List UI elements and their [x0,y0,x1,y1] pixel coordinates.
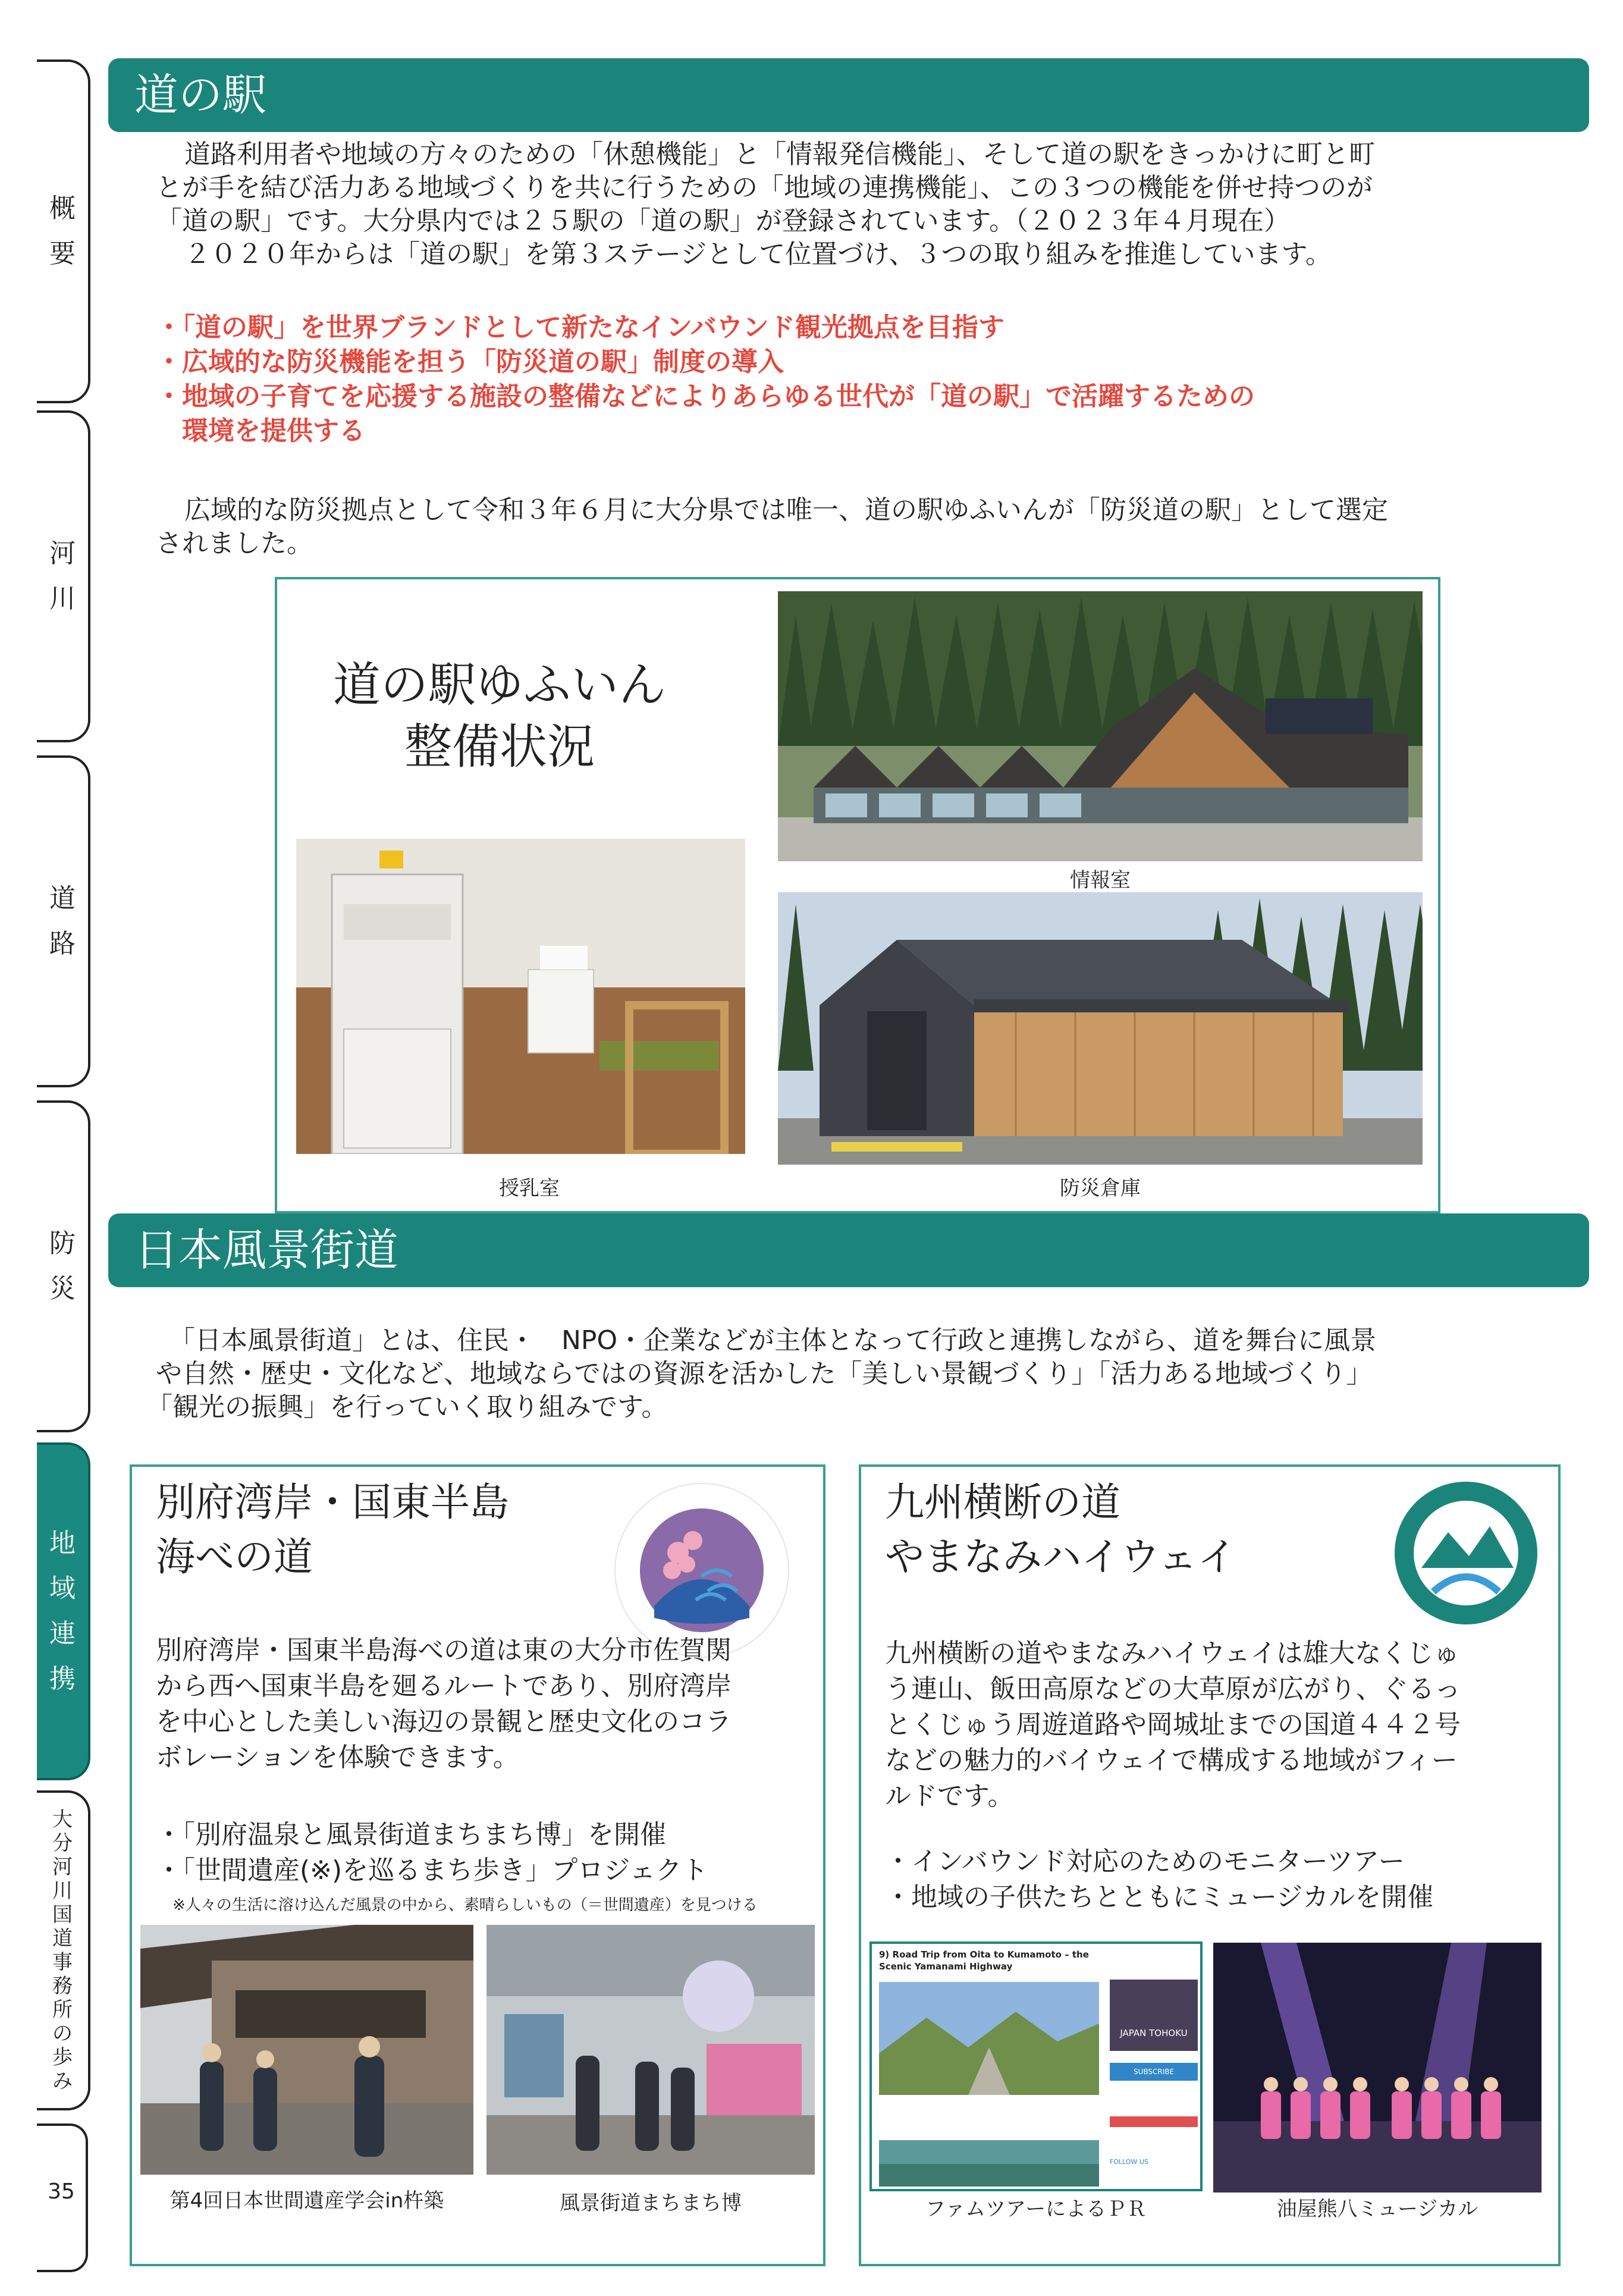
beppu-body-line: から西へ国東半島を廻るルートであり、別府湾岸 [156,1671,732,1701]
beppu-title [156,1475,509,1585]
musical-photo [1213,1943,1542,2193]
info-room-photo [778,591,1423,861]
page-number [37,2124,88,2272]
tab-char: 事 [52,1950,73,1974]
yamanami-body-line: とくじゅう周遊道路や岡城址までの国道４４２号 [885,1710,1461,1740]
tab-char: 連 [49,1619,76,1649]
tab-char: 国 [52,1903,73,1927]
scenic-intro-line: 「日本風景街道」とは、住民・ NPO・企業などが主体となって行政と連携しながら、道を舞台に風景 [169,1325,1377,1356]
caption-info-room: 情報室 [1070,868,1131,892]
section-header-michinoeki [108,58,1589,132]
beppu-body [156,1633,732,1776]
yamanami-body-line: などの魅力的バイウェイで構成する地域がフィー [885,1745,1458,1776]
side-tab-roads[interactable] [37,755,90,1087]
beppu-bullets [156,1817,708,1889]
tab-char: 分 [52,1831,73,1855]
tab-char: 防 [49,1228,76,1259]
caption-fam-tour: ファムツアーによるＰＲ [925,2197,1147,2221]
tab-char: 河 [52,1855,73,1879]
tab-char: 概 [49,193,76,224]
yamanami-title [885,1475,1236,1585]
tab-char: 川 [52,1879,73,1903]
side-tab-rivers[interactable] [37,410,90,742]
nursing-room-photo [296,839,745,1154]
intro-line: 道路利用者や地域の方々のための「休憩機能」と「情報発信機能」、そして道の駅をきっかけに町と町 [184,139,1375,170]
tab-char: 道 [49,883,76,914]
tab-char: 域 [49,1573,76,1604]
tab-char: 要 [49,239,76,269]
section-header-scenic-byway [108,1213,1589,1287]
yamanami-body-line: う連山、飯田高原などの大草原が広がり、ぐるっ [885,1674,1461,1704]
note-line: されました。 [156,528,313,559]
web-follow: FOLLOW US [1110,2158,1148,2166]
intro-line: ２０２０年からは「道の駅」を第３ステージとして位置づけ、３つの取り組みを推進しています。 [184,239,1332,269]
tab-char: 務 [52,1974,73,1998]
beppu-bullet: ・「世間遺産(※)を巡るまち歩き」プロジェクト [156,1855,708,1886]
scenic-intro-line: や自然・歴史・文化など、地域ならではの資源を活かした「美しい景観づくり」「活力ある地域づくり」 [156,1359,1373,1389]
beppu-body-line: 別府湾岸・国東半島海べの道は東の大分市佐賀関 [156,1635,732,1665]
yamanami-title-line1: 九州横断の道 [885,1479,1120,1525]
side-tab-overview[interactable] [37,59,90,403]
yamanami-body [885,1636,1461,1814]
tab-char: 歩 [52,2046,73,2069]
tab-char: 大 [52,1808,73,1831]
caption-warehouse: 防災倉庫 [1060,1177,1141,1200]
section-title: 道の駅 [134,70,266,121]
section-title: 日本風景街道 [134,1225,398,1276]
tab-char: 路 [49,929,76,959]
tab-char: 川 [49,584,76,614]
policy-bullet: ・広域的な防災機能を担う「防災道の駅」制度の導入 [156,347,784,377]
yamanami-body-line: 九州横断の道やまなみハイウェイは雄大なくじゅ [885,1638,1460,1668]
beppu-footnote: ※人々の生活に溶け込んだ風景の中から、素晴らしいもの（＝世間遺産）を見つける [172,1896,758,1914]
tab-char: 河 [49,538,76,569]
kitsuki-walk-photo [140,1925,473,2175]
caption-kitsuki: 第4回日本世間遺産学会in杵築 [169,2189,444,2213]
machimachi-expo-photo [486,1925,815,2175]
intro-line: とが手を結び活力ある地域づくりを共に行うための「地域の連携機能」、この３つの機能を併せ持つのが [156,172,1373,203]
policy-bullet: ・「道の駅」を世界ブランドとして新たなインバウンド観光拠点を目指す [156,312,1004,343]
web-brand: JAPAN TOHOKU [1110,1980,1198,2051]
side-tab-history[interactable] [37,1790,90,2110]
beppu-body-line: ボレーションを体験できます。 [156,1742,519,1773]
warehouse-photo [778,892,1423,1165]
page-number-text: 35 [48,2179,75,2204]
fam-tour-web-screenshot [869,1941,1203,2191]
beppu-bullet: ・「別府温泉と風景街道まちまち博」を開催 [156,1820,666,1850]
tab-char: み [52,2069,73,2093]
policy-bullet: ・地域の子育てを応援する施設の整備などによりあらゆる世代が「道の駅」で活躍するための [156,381,1255,412]
yamanami-body-line: ルドです。 [885,1781,1014,1811]
beppu-body-line: を中心とした美しい海辺の景観と歴史文化のコラ [156,1707,732,1737]
yamanami-bullet: ・インバウンド対応のためのモニターツアー [885,1846,1405,1877]
figure-title-line1: 道の駅ゆふいん [333,657,666,713]
caption-machimachi: 風景街道まちまち博 [560,2191,742,2215]
tab-char: 道 [52,1927,73,1950]
policy-bullet: 環境を提供する [182,416,365,446]
web-subscribe-button[interactable]: SUBSCRIBE [1110,2063,1198,2081]
tab-char: 所 [52,1998,73,2022]
caption-nursing-room: 授乳室 [499,1177,560,1200]
tab-char: 地 [49,1528,76,1558]
yamanami-bullet: ・地域の子供たちとともにミュージカルを開催 [885,1882,1434,1912]
scenic-intro-line: 「観光の振興」を行っていく取り組みです。 [146,1392,668,1422]
web-form-button[interactable] [1110,2116,1198,2127]
beppu-title-line2: 海べの道 [156,1534,313,1580]
figure-title [303,654,696,778]
intro-line: 「道の駅」です。大分県内では２５駅の「道の駅」が登録されています。（２０２３年４月現在） [156,206,1290,236]
figure-title-line2: 整備状況 [404,719,595,774]
caption-musical: 油屋熊八ミュージカル [1276,2197,1478,2221]
beppu-title-line1: 別府湾岸・国東半島 [156,1479,509,1525]
tab-char: 携 [49,1664,76,1694]
tab-char: の [52,2022,73,2046]
side-tab-regional[interactable] [37,1442,90,1780]
web-heading: 9) Road Trip from Oita to Kumamoto – the Scenic Yamanami Highway [879,1949,1089,1972]
side-tab-disaster[interactable] [37,1100,90,1432]
yamanami-logo [1392,1479,1540,1627]
tab-char: 災 [49,1274,76,1304]
yamanami-bullets [885,1844,1433,1915]
note-line: 広域的な防災拠点として令和３年６月に大分県では唯一、道の駅ゆふいんが「防災道の駅」として選定 [184,495,1388,525]
yamanami-title-line2: やまなみハイウェイ [885,1534,1237,1580]
